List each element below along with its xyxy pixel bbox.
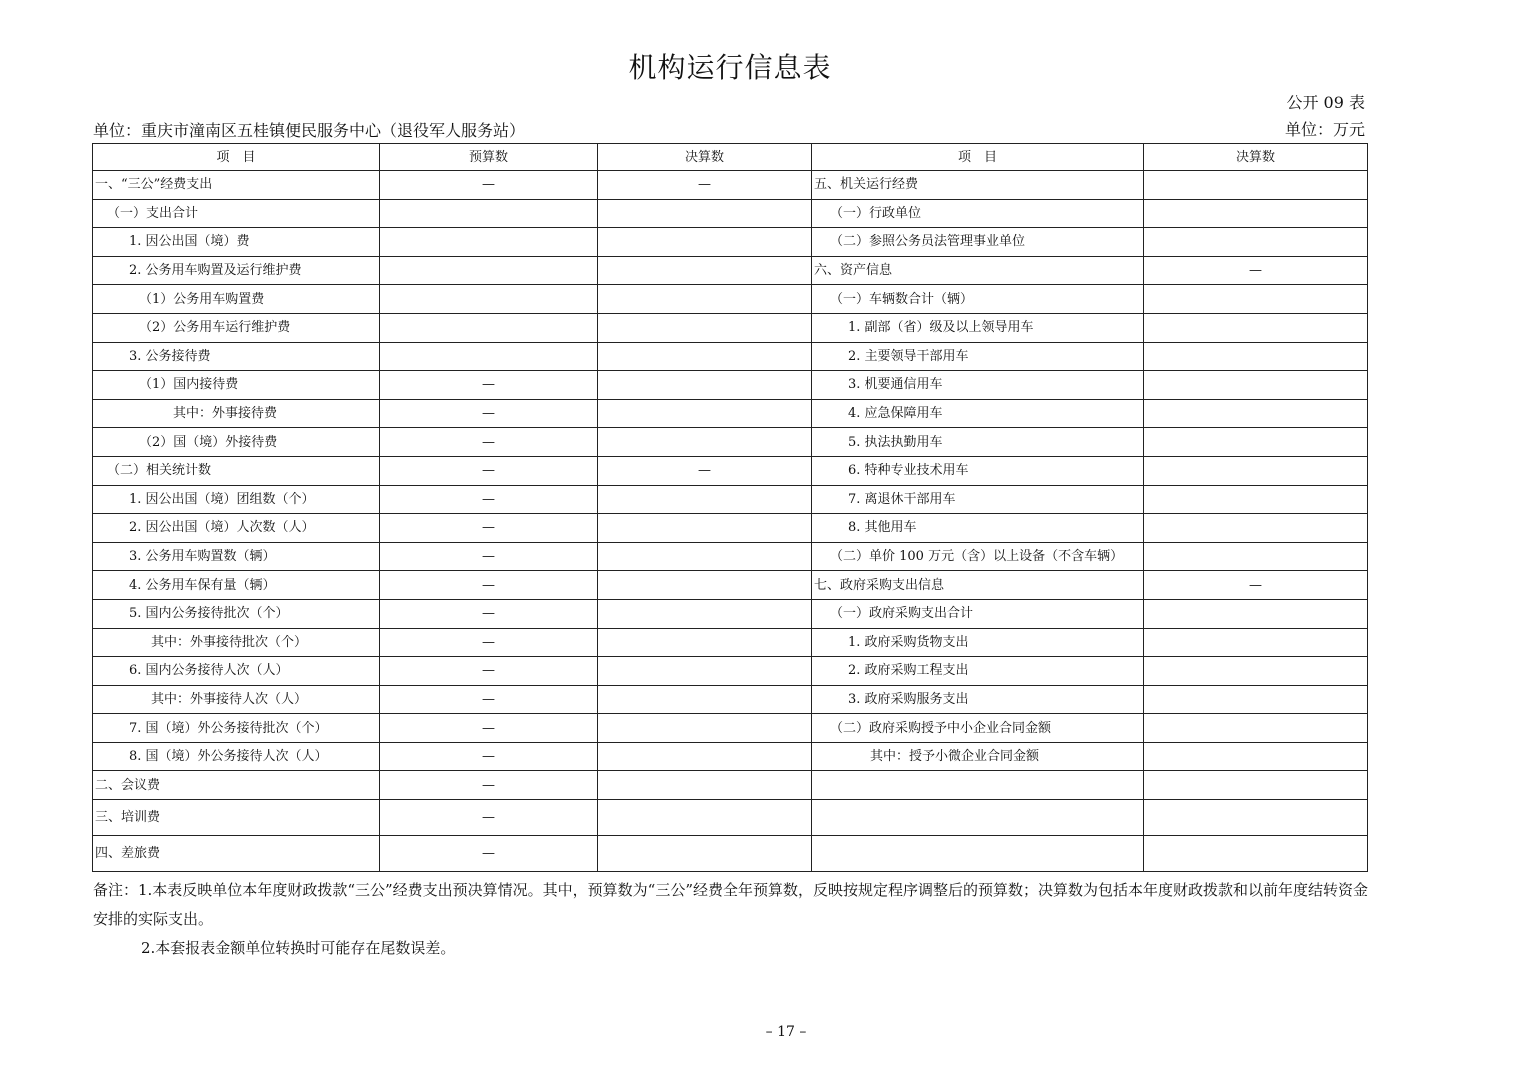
note-line-2: 安排的实际支出。 [93, 910, 214, 928]
header-final-left: 决算数 [598, 144, 812, 171]
page-number: – 17 – [765, 1024, 807, 1040]
row-final-right [1144, 285, 1368, 314]
table-row [93, 571, 1368, 600]
row-budget: — [380, 456, 598, 485]
row-budget [380, 285, 598, 314]
table-row [93, 285, 1368, 314]
row-budget: — [380, 599, 598, 628]
row-budget [380, 342, 598, 371]
row-label-right: （二）参照公务员法管理事业单位 [812, 228, 1144, 257]
row-label-right: 6. 特种专业技术用车 [812, 456, 1144, 485]
row-label-left: 3. 公务接待费 [93, 342, 380, 371]
row-label-right [812, 800, 1144, 836]
row-final [598, 657, 812, 686]
header-item-left: 项 目 [93, 144, 380, 171]
row-final-right [1144, 171, 1368, 200]
table-row [93, 800, 1368, 836]
table-row [93, 628, 1368, 657]
row-final-right [1144, 485, 1368, 514]
row-budget: — [380, 714, 598, 743]
row-budget: — [380, 800, 598, 836]
row-budget: — [380, 171, 598, 200]
row-label-left: 二、会议费 [93, 771, 380, 800]
row-label-left: 6. 国内公务接待人次（人） [93, 657, 380, 686]
row-final-right [1144, 771, 1368, 800]
row-label-right: 六、资产信息 [812, 256, 1144, 285]
row-label-right: 七、政府采购支出信息 [812, 571, 1144, 600]
row-final [598, 256, 812, 285]
table-row [93, 542, 1368, 571]
row-budget: — [380, 371, 598, 400]
table-row [93, 771, 1368, 800]
row-label-left: 三、培训费 [93, 800, 380, 836]
row-final [598, 399, 812, 428]
row-label-left: （二）相关统计数 [93, 456, 380, 485]
form-number: 公开 09 表 [1286, 93, 1365, 112]
row-label-right: （一）车辆数合计（辆） [812, 285, 1144, 314]
row-final [598, 428, 812, 457]
row-budget: — [380, 485, 598, 514]
row-final [598, 542, 812, 571]
row-label-right: 5. 执法执勤用车 [812, 428, 1144, 457]
row-budget: — [380, 628, 598, 657]
row-label-right: （一）行政单位 [812, 199, 1144, 228]
row-label-right: 2. 主要领导干部用车 [812, 342, 1144, 371]
table-row [93, 228, 1368, 257]
row-final [598, 628, 812, 657]
row-final-right [1144, 599, 1368, 628]
row-budget: — [380, 771, 598, 800]
row-label-left: 1. 因公出国（境）费 [93, 228, 380, 257]
note-line-3: 2.本套报表金额单位转换时可能存在尾数误差。 [141, 939, 456, 957]
row-label-right: 五、机关运行经费 [812, 171, 1144, 200]
row-final-right [1144, 428, 1368, 457]
header-final-right: 决算数 [1144, 144, 1368, 171]
row-budget: — [380, 542, 598, 571]
row-final-right [1144, 399, 1368, 428]
row-final [598, 714, 812, 743]
row-budget: — [380, 399, 598, 428]
row-label-left: 5. 国内公务接待批次（个） [93, 599, 380, 628]
row-final [598, 571, 812, 600]
row-final-right [1144, 742, 1368, 771]
table-row [93, 599, 1368, 628]
table-row [93, 399, 1368, 428]
row-final [598, 685, 812, 714]
row-label-left: 四、差旅费 [93, 836, 380, 872]
row-label-right: 7. 离退休干部用车 [812, 485, 1144, 514]
row-final [598, 285, 812, 314]
row-label-right: 4. 应急保障用车 [812, 399, 1144, 428]
row-final-right [1144, 456, 1368, 485]
row-final-right [1144, 800, 1368, 836]
row-budget [380, 313, 598, 342]
row-label-right: 8. 其他用车 [812, 514, 1144, 543]
row-final [598, 313, 812, 342]
row-budget: — [380, 836, 598, 872]
row-budget [380, 228, 598, 257]
row-label-left: （1）国内接待费 [93, 371, 380, 400]
row-label-right: 2. 政府采购工程支出 [812, 657, 1144, 686]
row-final-right [1144, 628, 1368, 657]
row-final-right [1144, 657, 1368, 686]
row-final-right [1144, 371, 1368, 400]
row-label-left: 2. 因公出国（境）人次数（人） [93, 514, 380, 543]
row-final [598, 485, 812, 514]
table-row [93, 171, 1368, 200]
row-budget [380, 199, 598, 228]
row-final [598, 836, 812, 872]
organization-unit: 单位：重庆市潼南区五桂镇便民服务中心（退役军人服务站） [93, 121, 526, 140]
table-row [93, 514, 1368, 543]
row-budget: — [380, 657, 598, 686]
row-label-left: 1. 因公出国（境）团组数（个） [93, 485, 380, 514]
row-label-left: 一、“三公”经费支出 [93, 171, 380, 200]
row-final [598, 800, 812, 836]
row-budget: — [380, 571, 598, 600]
row-label-left: 其中：外事接待费 [93, 399, 380, 428]
table-row [93, 313, 1368, 342]
row-label-left: 8. 国（境）外公务接待人次（人） [93, 742, 380, 771]
row-label-right [812, 836, 1144, 872]
row-label-right: （二）政府采购授予中小企业合同金额 [812, 714, 1144, 743]
row-label-right: 3. 政府采购服务支出 [812, 685, 1144, 714]
table-row [93, 256, 1368, 285]
row-final-right [1144, 836, 1368, 872]
row-label-right: 1. 副部（省）级及以上领导用车 [812, 313, 1144, 342]
row-label-left: 7. 国（境）外公务接待批次（个） [93, 714, 380, 743]
table-row [93, 742, 1368, 771]
header-budget: 预算数 [380, 144, 598, 171]
table-header-row [93, 144, 1368, 171]
row-final-right [1144, 313, 1368, 342]
table-row [93, 456, 1368, 485]
notes-section [93, 876, 1478, 963]
row-label-right: 3. 机要通信用车 [812, 371, 1144, 400]
currency-unit: 单位：万元 [1284, 120, 1365, 139]
row-final [598, 199, 812, 228]
table-row [93, 428, 1368, 457]
note-line-1: 备注：1.本表反映单位本年度财政拨款“三公”经费支出预决算情况。其中，预算数为“三公”经费全年预算数，反映按规定程序调整后的预算数；决算数为包括本年度财政拨款和以前年度结转资金 [93, 881, 1368, 899]
row-final [598, 742, 812, 771]
table-row [93, 342, 1368, 371]
row-final-right [1144, 714, 1368, 743]
row-label-left: 3. 公务用车购置数（辆） [93, 542, 380, 571]
row-label-right: 1. 政府采购货物支出 [812, 628, 1144, 657]
row-label-left: 4. 公务用车保有量（辆） [93, 571, 380, 600]
row-budget: — [380, 685, 598, 714]
table-row [93, 714, 1368, 743]
row-label-right: （二）单价 100 万元（含）以上设备（不含车辆） [812, 542, 1144, 571]
table-row [93, 836, 1368, 872]
row-label-left: 其中：外事接待批次（个） [93, 628, 380, 657]
info-table [92, 143, 1368, 872]
row-final-right: — [1144, 256, 1368, 285]
row-final-right: — [1144, 571, 1368, 600]
row-label-left: 2. 公务用车购置及运行维护费 [93, 256, 380, 285]
row-final [598, 228, 812, 257]
row-budget: — [380, 742, 598, 771]
row-final: — [598, 171, 812, 200]
row-label-right [812, 771, 1144, 800]
row-final: — [598, 456, 812, 485]
row-final [598, 371, 812, 400]
row-final-right [1144, 199, 1368, 228]
table-row [93, 371, 1368, 400]
header-item-right: 项 目 [812, 144, 1144, 171]
table-row [93, 485, 1368, 514]
row-label-left: （2）公务用车运行维护费 [93, 313, 380, 342]
row-label-left: 其中：外事接待人次（人） [93, 685, 380, 714]
table-row [93, 199, 1368, 228]
row-label-right: 其中：授予小微企业合同金额 [812, 742, 1144, 771]
page-title: 机构运行信息表 [628, 51, 832, 84]
row-final [598, 342, 812, 371]
row-budget: — [380, 428, 598, 457]
row-final [598, 771, 812, 800]
row-budget [380, 256, 598, 285]
row-final-right [1144, 228, 1368, 257]
row-final-right [1144, 342, 1368, 371]
row-label-left: （1）公务用车购置费 [93, 285, 380, 314]
row-final-right [1144, 542, 1368, 571]
row-budget: — [380, 514, 598, 543]
row-label-left: （2）国（境）外接待费 [93, 428, 380, 457]
row-final [598, 599, 812, 628]
row-label-right: （一）政府采购支出合计 [812, 599, 1144, 628]
row-final-right [1144, 685, 1368, 714]
table-row [93, 657, 1368, 686]
row-label-left: （一）支出合计 [93, 199, 380, 228]
row-final-right [1144, 514, 1368, 543]
row-final [598, 514, 812, 543]
table-row [93, 685, 1368, 714]
